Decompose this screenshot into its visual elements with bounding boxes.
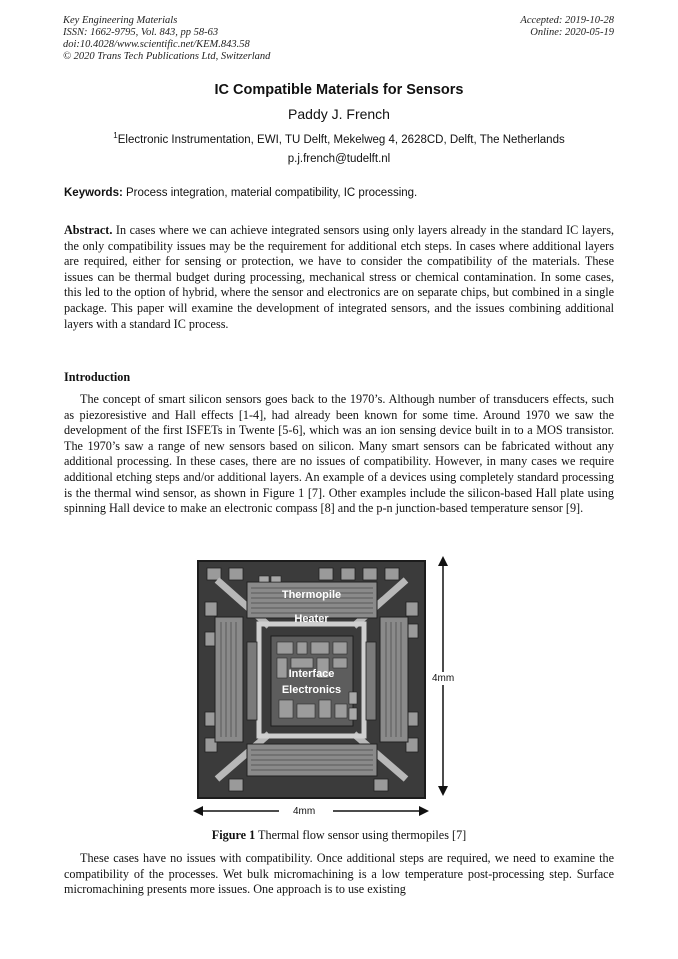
interface-label-line2: Electronics (281, 684, 342, 696)
interface-label-line1: Interface (288, 668, 335, 680)
body-paragraph-2: These cases have no issues with compatibility. Once additional steps are required, we need to examine the compatibility of the processes. Wet bulk micromachining is a low temperature post-processing step. Surface micromachining presents more issues. One approach is to use existing (64, 851, 614, 897)
figure-caption (0, 828, 678, 843)
doi-line: doi:10.4028/www.scientific.net/KEM.843.58 (63, 39, 250, 50)
figure-1 (193, 556, 485, 821)
abstract (64, 223, 614, 332)
keywords-label: Keywords: (64, 187, 123, 199)
heater-label: Heater (294, 613, 329, 625)
intro-paragraph: The concept of smart silicon sensors goes back to the 1970’s. Although number of transducers effects, such as piezoresistive and Hall effects [1-4], had already been known for some time. Around 1970 we saw the development of the first ISFETs in Twente [5-6], which was an ion sensing device built in to a MOS transistor. The 1970’s saw a range of new sensors based on silicon. Many smart sensors can be fabricated without any additional processing. In these cases, there are no issues of compatibility. However, in many cases we require additional etching steps and/or additional layers. An example of a devices using completely standard processing is the thermal wind sensor, as shown in Figure 1 [7]. Other examples include the silicon-based Hall plate using spinning Hall device to make an electronic compass [8] and the p-n junction-based temperature sensor [9]. (64, 392, 614, 516)
dates-header (520, 15, 614, 39)
figure-caption-label: Figure 1 (211, 828, 256, 842)
keywords (64, 187, 624, 199)
affiliation-sup: 1 (113, 131, 118, 140)
figure-caption-text: Thermal flow sensor using thermopiles [7] (255, 828, 467, 842)
section-heading-introduction: Introduction (64, 370, 131, 384)
chip-micrograph (197, 560, 426, 799)
accepted-date: Accepted: 2019-10-28 (520, 15, 614, 26)
abstract-text: In cases where we can achieve integrated sensors using only layers already in the standard IC layers, the only compatibility issues may be the requirement for additional etch steps. In cases where additional layers are required, either for sensing or protection, we have to consider the compatibility of the materials. These issues can be thermal budget during processing, mechanical stress or chemical contamination. In some cases, this led to the option of hybrid, where the sensor and electronics are on separate chips, but combined in a single package. This paper will examine the development of integrated sensors, and the issues combining additional layers with a standard IC process. (64, 223, 614, 331)
author-email[interactable]: p.j.french@tudelft.nl (287, 153, 391, 165)
journal-name: Key Engineering Materials (63, 15, 178, 26)
horizontal-dimension-label: 4mm (293, 806, 316, 817)
author-name: Paddy J. French (288, 106, 390, 122)
affiliation-text: Electronic Instrumentation, EWI, TU Delft, Mekelweg 4, 2628CD, Delft, The Netherlands (117, 133, 565, 146)
abstract-label: Abstract. (64, 223, 113, 237)
paper-title: IC Compatible Materials for Sensors (214, 82, 464, 98)
issn-line: ISSN: 1662-9795, Vol. 843, pp 58-63 (63, 27, 219, 38)
thermopile-label: Thermopile (281, 589, 342, 601)
journal-header (63, 15, 270, 63)
keywords-text: Process integration, material compatibility, IC processing. (122, 187, 418, 199)
affiliation (0, 131, 678, 146)
online-date: Online: 2020-05-19 (530, 27, 614, 38)
vertical-dimension-label: 4mm (432, 673, 455, 684)
copyright-line: © 2020 Trans Tech Publications Ltd, Switzerland (63, 51, 271, 62)
